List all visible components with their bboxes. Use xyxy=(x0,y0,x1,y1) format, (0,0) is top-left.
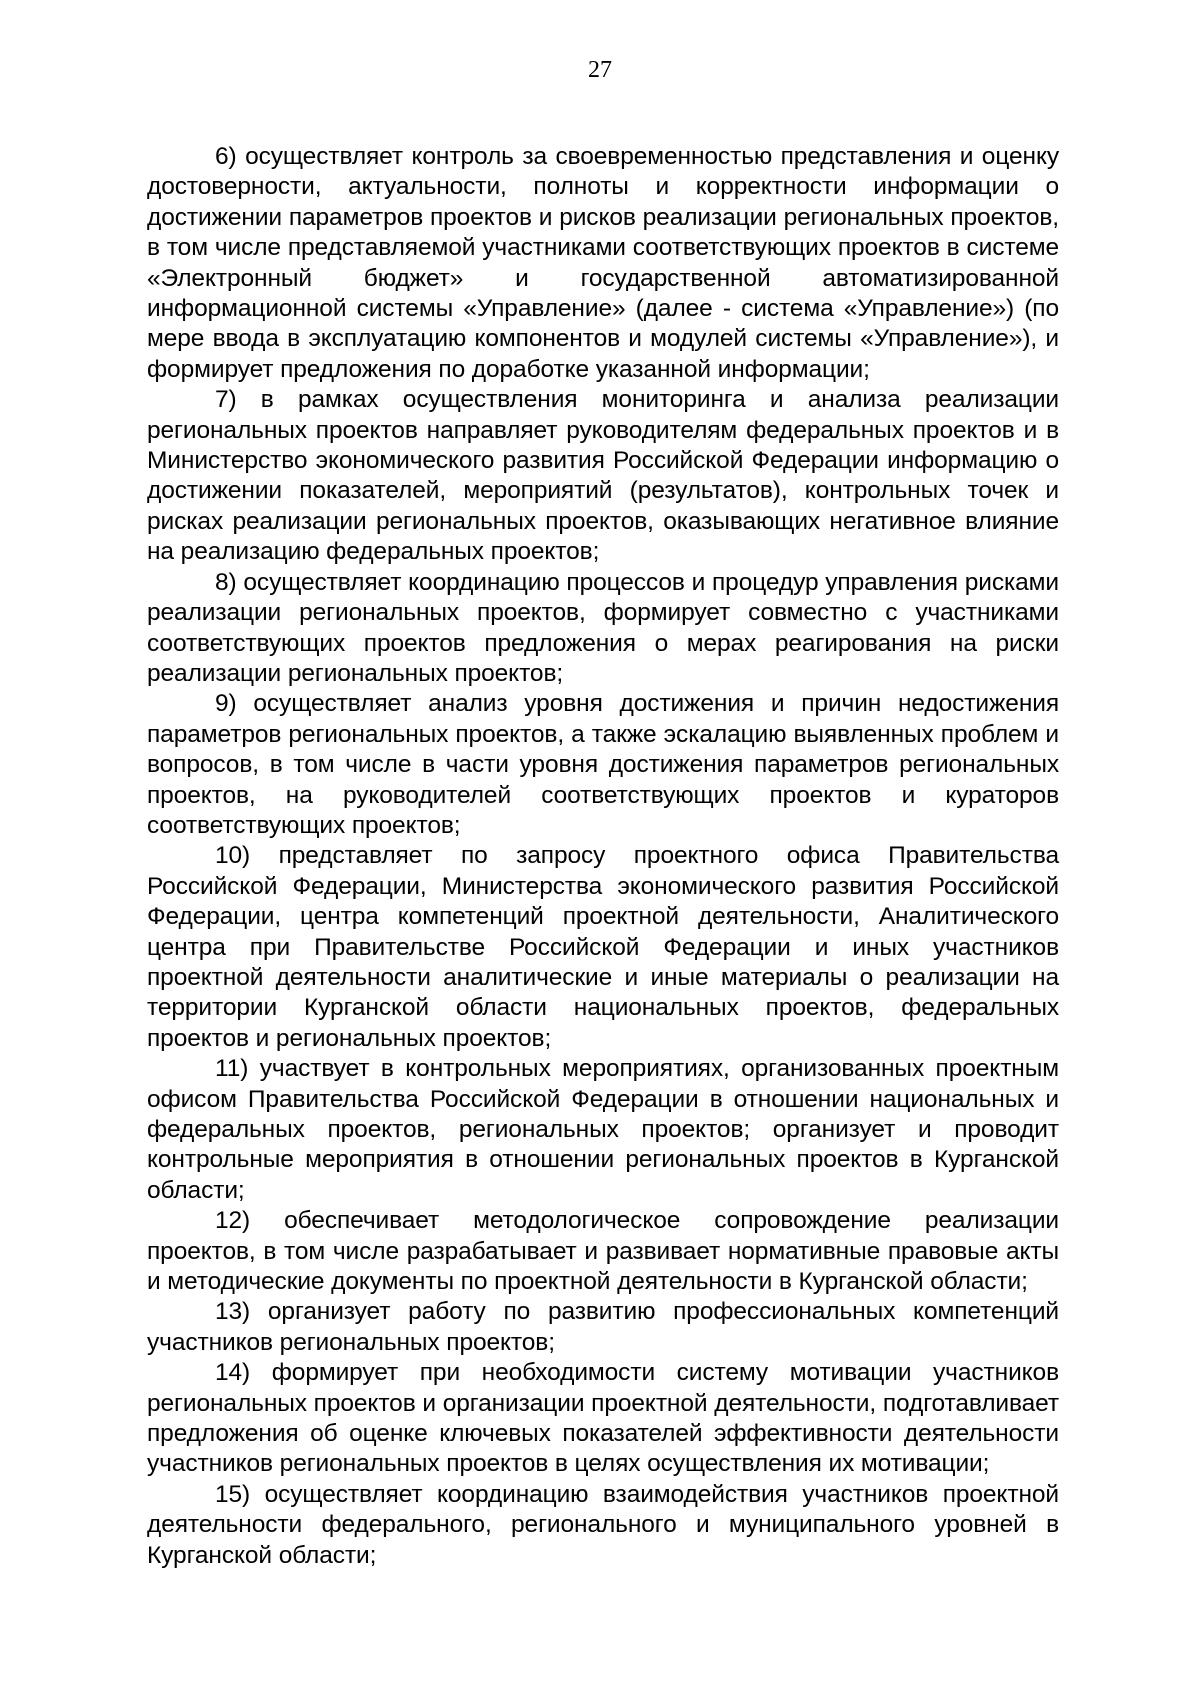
page-number: 27 xyxy=(588,57,612,83)
paragraph-item-9: 9) осуществляет анализ уровня достижения и причин недостижения параметров региональных проектов, а также эскалацию выявленных проблем и вопросов, в том числе в части уровня достижения параметров региональных проектов, на руководителей соответствующих проектов и кураторов соответствующих проектов; xyxy=(147,690,1059,839)
paragraph-item-7: 7) в рамках осуществления мониторинга и анализа реализации региональных проектов направляет руководителям федеральных проектов и в Министерство экономического развития Российской Федерации информацию о достижении показателей, мероприятий (результатов), контрольных точек и рисках реализации региональных проектов, оказывающих негативное влияние на реализацию федеральных проектов; xyxy=(147,386,1059,566)
paragraph-item-11: 11) участвует в контрольных мероприятиях, организованных проектным офисом Правительства Российской Федерации в отношении национальных и федеральных проектов, региональных проектов; организует и проводит контрольные мероприятия в отношении региональных проектов в Курганской области; xyxy=(147,1055,1059,1204)
paragraph-item-6: 6) осуществляет контроль за своевременностью представления и оценку достоверности, актуальности, полноты и корректности информации о достижении параметров проектов и рисков реализации региональных проектов, в том числе представляемой участниками соответствующих проектов в системе «Электронный бюджет» и государственной автоматизированной информационной системы «Управление» (далее - система «Управление») (по мере ввода в эксплуатацию компонентов и модулей системы «Управление»), и формирует предложения по доработке указанной информации; xyxy=(147,143,1059,383)
paragraph-item-13: 13) организует работу по развитию профессиональных компетенций участников региональных проектов; xyxy=(147,1298,1059,1356)
paragraph-item-10: 10) представляет по запросу проектного офиса Правительства Российской Федерации, Министерства экономического развития Российской Федерации, центра компетенций проектной деятельности, Аналитического центра при Правительстве Российской Федерации и иных участников проектной деятельности аналитические и иные материалы о реализации на территории Курганской области национальных проектов, федеральных проектов и региональных проектов; xyxy=(147,842,1059,1052)
document-body xyxy=(147,142,1059,1571)
paragraph-item-15: 15) осуществляет координацию взаимодействия участников проектной деятельности федерального, регионального и муниципального уровней в Курганской области; xyxy=(147,1480,1059,1569)
paragraph-item-14: 14) формирует при необходимости систему мотивации участников региональных проектов и организации проектной деятельности, подготавливает предложения об оценке ключевых показателей эффективности деятельности участников региональных проектов в целях осуществления их мотивации; xyxy=(147,1359,1059,1478)
paragraph-item-8: 8) осуществляет координацию процессов и процедур управления рисками реализации региональных проектов, формирует совместно с участниками соответствующих проектов предложения о мерах реагирования на риски реализации региональных проектов; xyxy=(147,568,1059,687)
paragraph-item-12: 12) обеспечивает методологическое сопровождение реализации проектов, в том числе разрабатывает и развивает нормативные правовые акты и методические документы по проектной деятельности в Курганской области; xyxy=(147,1207,1059,1296)
